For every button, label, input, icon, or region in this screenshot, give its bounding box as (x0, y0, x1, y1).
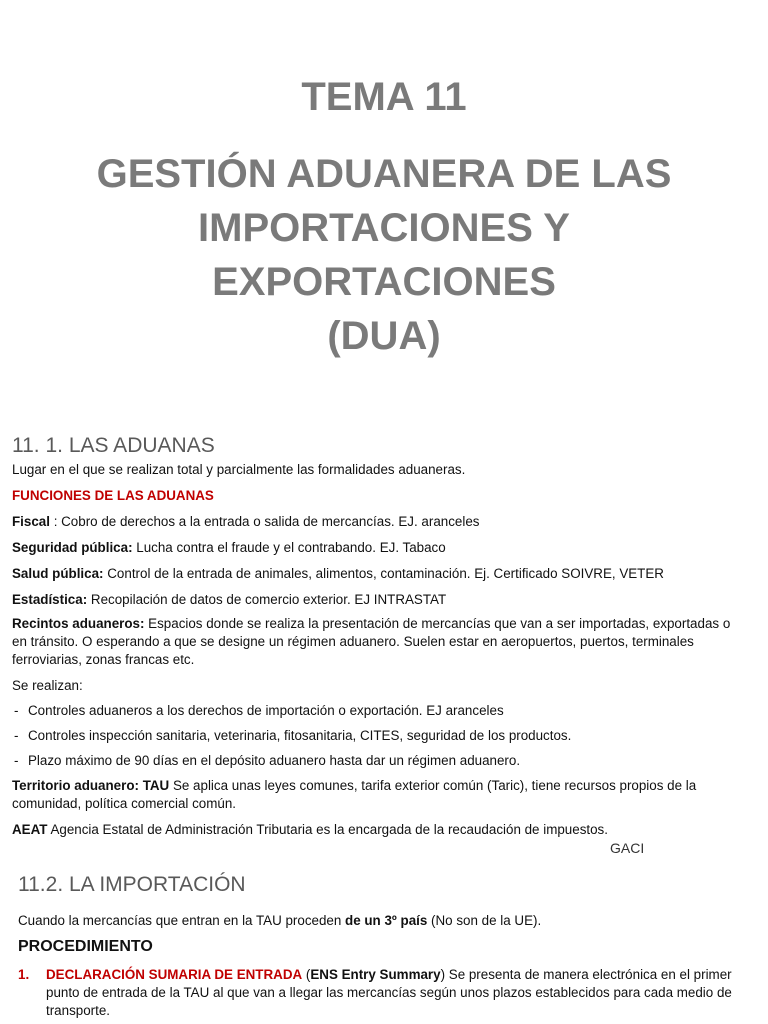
list-item-text: Controles aduaneros a los derechos de importación o exportación. EJ aranceles (28, 703, 504, 718)
list-item: - Plazo máximo de 90 días en el depósito aduanero hasta dar un régimen aduanero. (14, 753, 521, 768)
recintos-text: Espacios donde se realiza la presentación de mercancías que van a ser importadas, exportadas o en tránsito. O esperando a que se designe un régimen aduanero. Suelen estar en aeropuertos, puertos, terminales ferroviarias, zonas francas etc. (12, 616, 731, 667)
funcion-seguridad (12, 539, 752, 557)
section-heading-importacion: 11.2. LA IMPORTACIÓN (18, 873, 246, 896)
author-signature: GACI (610, 840, 645, 856)
item-red-term: DECLARACIÓN SUMARIA DE ENTRADA (46, 967, 303, 982)
funcion-term: Seguridad pública: (12, 540, 133, 555)
funcion-estadistica (12, 591, 752, 609)
main-title (0, 147, 768, 363)
aduanas-intro: Lugar en el que se realizan total y parcialmente las formalidades aduaneras. (12, 462, 466, 477)
intro-part: (No son de la UE). (427, 913, 542, 928)
aeat-text: Agencia Estatal de Administración Tributaria es la encargada de la recaudación de impuestos. (47, 822, 608, 837)
procedimiento-heading: PROCEDIMIENTO (18, 938, 153, 955)
main-title-line: IMPORTACIONES Y (198, 206, 570, 250)
funcion-salud (12, 565, 752, 583)
se-realizan: Se realizan: (12, 678, 83, 693)
recintos-paragraph (12, 615, 742, 669)
aeat-paragraph (12, 821, 752, 839)
aeat-term: AEAT (12, 822, 48, 837)
main-title-line: (DUA) (327, 314, 441, 358)
item-paren: ( (302, 967, 311, 982)
funcion-text: Recopilación de datos de comercio exterior. EJ INTRASTAT (90, 592, 447, 607)
item-bold-term: ENS Entry Summary (310, 967, 441, 982)
list-item-text: Controles inspección sanitaria, veterinaria, fitosanitaria, CITES, seguridad de los productos. (28, 728, 572, 743)
territorio-term: Territorio aduanero: TAU (12, 778, 170, 793)
territorio-paragraph (12, 777, 748, 813)
funcion-text: Control de la entrada de animales, alimentos, contaminación. Ej. Certificado SOIVRE, VETER (107, 566, 664, 581)
item-text: ) Se presenta de manera electrónica en el primer punto de entrada de la TAU al que van a llegar las mercancías según unos plazos establecidos para cada medio de transporte. (46, 967, 732, 1018)
funcion-term: Fiscal (12, 514, 50, 529)
funcion-sep: : (49, 514, 62, 529)
section-heading-aduanas: 11. 1. LAS ADUANAS (12, 434, 215, 457)
funcion-term: Salud pública: (12, 566, 104, 581)
page-title: TEMA 11 (301, 75, 467, 119)
list-item (18, 966, 738, 1020)
funcion-text: Lucha contra el fraude y el contrabando. EJ. Tabaco (136, 540, 446, 555)
list-item-text: Plazo máximo de 90 días en el depósito aduanero hasta dar un régimen aduanero. (28, 753, 521, 768)
list-item: - Controles aduaneros a los derechos de importación o exportación. EJ aranceles (14, 703, 504, 718)
main-title-line: GESTIÓN ADUANERA DE LAS (96, 152, 672, 196)
main-title-line: EXPORTACIONES (212, 260, 556, 304)
funcion-text: Cobro de derechos a la entrada o salida de mercancías. EJ. aranceles (61, 514, 480, 529)
list-number: 1. (18, 967, 30, 982)
list-item: - Controles inspección sanitaria, veterinaria, fitosanitaria, CITES, seguridad de los productos. (14, 728, 572, 743)
importacion-intro (18, 912, 758, 930)
intro-bold: de un 3º país (345, 913, 428, 928)
funciones-heading: FUNCIONES DE LAS ADUANAS (12, 488, 214, 503)
funcion-term: Estadística: (12, 592, 88, 607)
recintos-term: Recintos aduaneros: (12, 616, 145, 631)
territorio-text: Se aplica unas leyes comunes, tarifa exterior común (Taric), tiene recursos propios de la comunidad, política comercial común. (12, 778, 697, 811)
intro-part: Cuando la mercancías que entran en la TAU proceden (18, 913, 346, 928)
funcion-fiscal (12, 513, 752, 531)
